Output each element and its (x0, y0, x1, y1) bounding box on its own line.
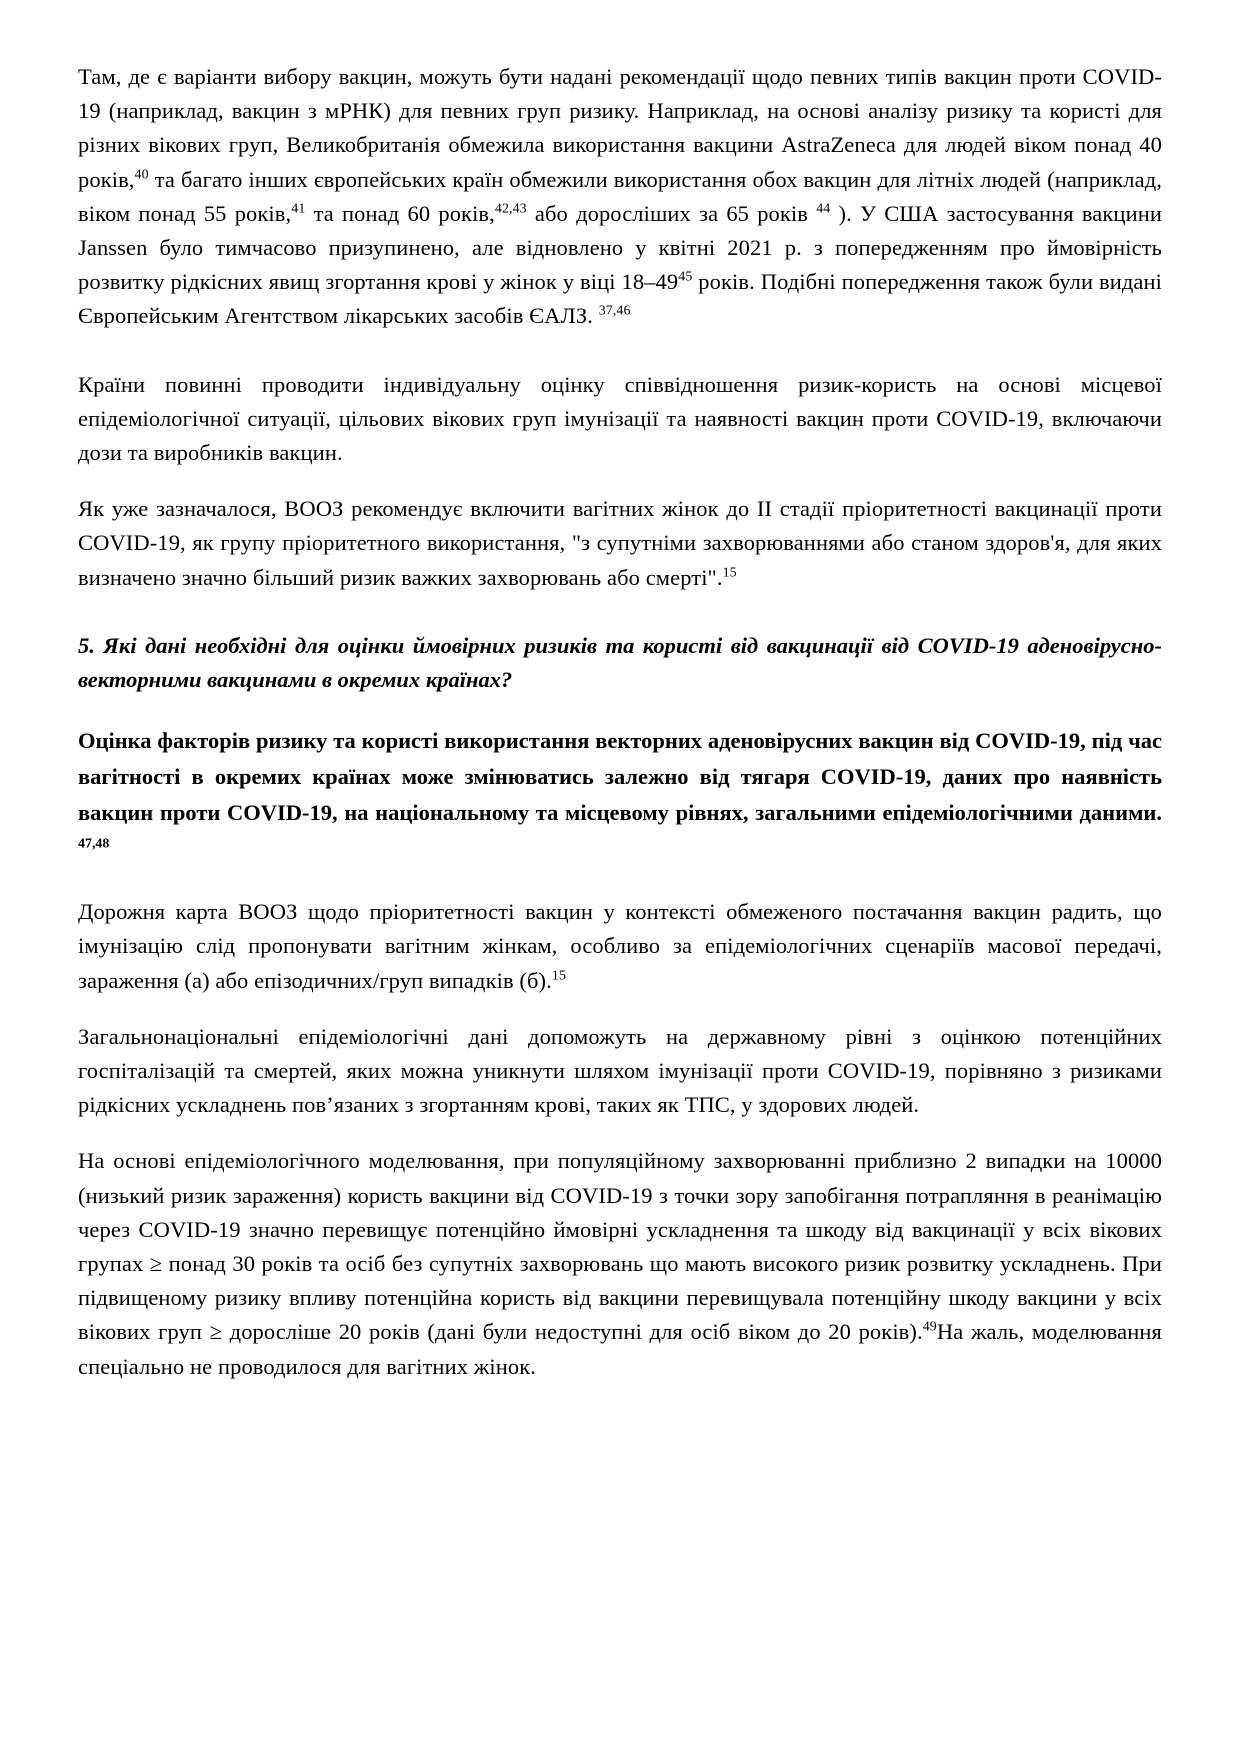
paragraph-text-segment: Оцінка факторів ризику та користі використання векторних аденовірусних вакцин від COVID-19, під час вагітності в окремих країнах може змінюватись залежно від тягаря COVID-19, даних про наявність вакцин проти COVID-19, на національному та місцевому рівнях, загальними епідеміологічними даними. (78, 728, 1162, 826)
paragraph-text-segment: Як уже зазначалося, ВООЗ рекомендує включити вагітних жінок до II стадії пріоритетності вакцинації проти COVID-19, як групу пріоритетного використання, "з супутніми захворюваннями або станом здоров'я, для яких визначено значно більший ризик важких захворювань або смерті". (78, 496, 1162, 590)
paragraph-text-segment: або дорослiших за 65 років (526, 200, 817, 226)
paragraph-national-epidemiological-data: Загальнонаціональні епідеміологічні дані допоможуть на державному рівні з оцінкою потенційних госпіталізацій та смертей, яких можна уникнути шляхом імунізації проти COVID-19, порівняно з ризиками рідкісних ускладнень пов’язаних з згортанням крові, таких як ТПС, у здорових людей. (78, 1023, 1162, 1118)
paragraph-who-roadmap (78, 895, 1162, 998)
paragraph-vaccine-options (78, 60, 1162, 334)
footnote-ref-42-43: 42,43 (494, 201, 527, 217)
paragraph-lead-assessment (78, 723, 1162, 867)
footnote-ref-37-46: 37,46 (598, 303, 631, 319)
footnote-ref-45: 45 (678, 269, 693, 285)
paragraph-text-segment: На жаль, моделювання спеціально не проводилося для вагітних жінок. (78, 1319, 1162, 1379)
paragraph-text-segment: На основі епідеміологічного моделювання, при популяційному захворюванні приблизно 2 випадки на 10000 (низький ризик зараження) користь вакцини від COVID-19 з точки зору запобігання потрапляння в реанімацію через COVID-19 значно перевищує потенційно ймовірні ускладнення та шкоду від вакцинації у всіх вікових групах ≥ понад 30 років та осіб без супутніх захворювань що мають високого ризик розвитку ускладнень. При підвищеному ризику впливу потенційна користь від вакцини перевищувала потенційну шкоду вакцини у всіх вікових груп ≥ дорослiше 20 років (дані були недоступні для осіб віком до 20 років). (78, 1148, 1162, 1345)
paragraph-text-segment: та багато інших європейських країн обмежили використання обох вакцин для літніх людей (наприклад, віком понад 55 років, (78, 166, 1162, 226)
footnote-ref-44: 44 (816, 201, 831, 217)
section-heading-5: 5. Які дані необхідні для оцінки ймовірних ризиків та користі від вакцинації від COVID-19 аденовірусно-векторними вакцинами в окремих країнах? (78, 632, 1162, 693)
footnote-ref-15a: 15 (722, 565, 737, 581)
footnote-ref-15b: 15 (551, 968, 567, 984)
paragraph-text-segment: Дорожня карта ВООЗ щодо пріоритетності вакцин у контексті обмеженого постачання вакцин радить, що імунізацію слід пропонувати вагітним жінкам, особливо за епідеміологічних сценаріїв масової передачі, зараження (а) або епізодичних/груп випадків (б). (78, 899, 1162, 993)
footnote-ref-41: 41 (291, 201, 306, 217)
paragraph-text-segment: років. Подібні попередження також були видані Європейським Агентством лікарських засобів ЄАЛЗ. (78, 269, 1162, 329)
paragraph-text-segment: Там, де є варіанти вибору вакцин, можуть бути надані рекомендації щодо певних типів вакцин проти COVID-19 (наприклад, вакцин з мРНК) для певних груп ризику. Наприклад, на основі аналізу ризику та користі для різних вікових груп, Великобританія обмежила використання вакцини AstraZeneca для людей віком понад 40 років, (78, 64, 1162, 192)
footnote-ref-47-48: 47,48 (78, 836, 110, 852)
footnote-ref-49: 49 (922, 1319, 937, 1335)
paragraph-text-segment: ). У США застосування вакцини Janssen було тимчасово призупинено, але відновлено у квітні 2021 р. з попередженням про ймовірність розвитку рідкісних явищ згортання крові у жінок у віці 18–49 (78, 200, 1162, 295)
footnote-ref-40: 40 (134, 167, 149, 183)
paragraph-epidemiological-modelling (78, 1144, 1162, 1383)
paragraph-who-recommendation (78, 492, 1162, 595)
paragraph-risk-benefit-assessment: Країни повинні проводити індивідуальну оцінку співвідношення ризик-користь на основі місцевої епідеміологічної ситуації, цільових вікових груп імунізації та наявності вакцин проти COVID-19, включаючи дози та виробників вакцин. (78, 371, 1162, 466)
paragraph-text-segment: та понад 60 років, (305, 200, 495, 226)
